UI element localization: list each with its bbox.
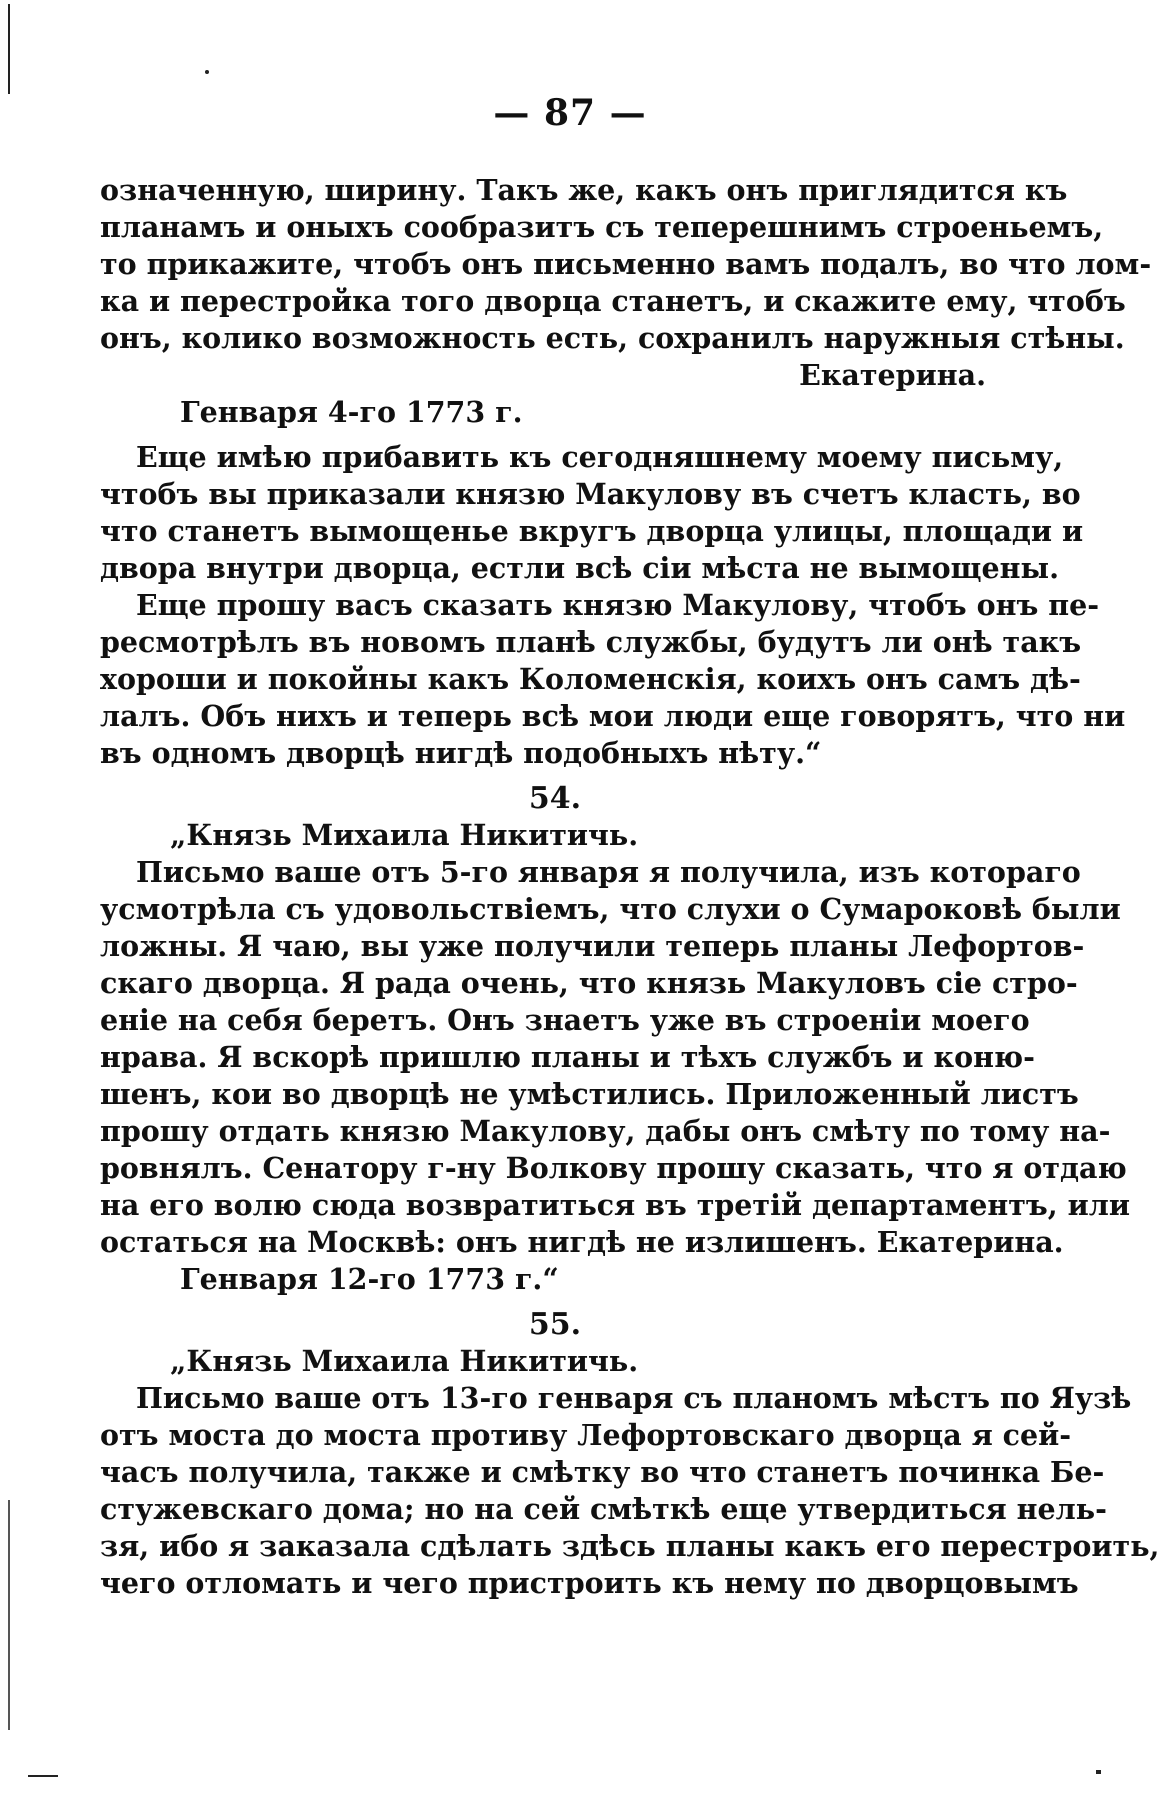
text-line: Еще имѣю прибавить къ сегодняшнему моему письму, xyxy=(136,440,1064,474)
text-line: лалъ. Объ нихъ и теперь всѣ мои люди еще говорятъ, что ни xyxy=(100,699,1126,733)
text-line: остаться на Москвѣ: онъ нигдѣ не излишенъ. Екатерина. xyxy=(100,1225,1064,1259)
text-line: планамъ и оныхъ сообразитъ съ теперешнимъ строеньемъ, xyxy=(100,210,1104,244)
text-line: усмотрѣла съ удовольствіемъ, что слухи о Сумароковѣ были xyxy=(100,892,1121,926)
text-line: ровнялъ. Сенатору г-ну Волкову прошу сказать, что я отдаю xyxy=(100,1151,1127,1185)
text-line: ресмотрѣлъ въ новомъ планѣ службы, будутъ ли онѣ такъ xyxy=(100,625,1082,659)
text-line: прошу отдать князю Макулову, дабы онъ смѣту по тому на- xyxy=(100,1114,1111,1148)
text-line: ка и перестройка того дворца станетъ, и скажите ему, чтобъ xyxy=(100,284,1126,318)
text-line: ложны. Я чаю, вы уже получили теперь планы Лефортов- xyxy=(100,929,1085,963)
text-line: чего отломать и чего пристроить къ нему по дворцовымъ xyxy=(100,1566,1079,1600)
text-line: нрава. Я вскорѣ пришлю планы и тѣхъ службъ и коню- xyxy=(100,1040,1035,1074)
text-line: то прикажите, чтобъ онъ письменно вамъ подалъ, во что лом- xyxy=(100,247,1152,281)
text-line: чтобъ вы приказали князю Макулову въ счетъ класть, во xyxy=(100,477,1081,511)
section-number: 55. xyxy=(528,1307,582,1342)
scan-edge-mark xyxy=(8,1500,10,1730)
date-line: Генваря 12-го 1773 г.“ xyxy=(180,1262,559,1296)
section-number: 54. xyxy=(528,781,582,816)
scan-speck xyxy=(1096,1770,1101,1774)
text-line: отъ моста до моста противу Лефортовскаго дворца я сей- xyxy=(100,1418,1072,1452)
text-line: Письмо ваше отъ 5-го января я получила, изъ котораго xyxy=(136,855,1081,889)
text-line: что станетъ вымощенье вкругъ дворца улицы, площади и xyxy=(100,514,1084,548)
salutation-line: „Князь Михаила Никитичь. xyxy=(170,1344,639,1378)
date-line: Генваря 4-го 1773 г. xyxy=(180,395,523,429)
text-line: часъ получила, также и смѣтку во что станетъ починка Бе- xyxy=(100,1455,1105,1489)
scan-edge-mark xyxy=(28,1775,58,1777)
text-line: двора внутри дворца, естли всѣ сіи мѣста не вымощены. xyxy=(100,551,1060,585)
body-text xyxy=(100,172,1159,1602)
text-line: Письмо ваше отъ 13-го генваря съ планомъ мѣстъ по Яузѣ xyxy=(136,1381,1132,1415)
text-line: еніе на себя беретъ. Онъ знаетъ уже въ строеніи моего xyxy=(100,1003,1030,1037)
text-line: Еще прошу васъ сказать князю Макулову, чтобъ онъ пе- xyxy=(136,588,1100,622)
page-number: — 87 — xyxy=(493,92,647,134)
salutation-line: „Князь Михаила Никитичь. xyxy=(170,818,639,852)
text-line: онъ, колико возможность есть, сохранилъ наружныя стѣны. xyxy=(100,321,1125,355)
text-line: зя, ибо я заказала сдѣлать здѣсь планы какъ его перестроить, xyxy=(100,1529,1159,1563)
text-line: означенную, ширину. Такъ же, какъ онъ приглядится къ xyxy=(100,173,1068,207)
text-line: хороши и покойны какъ Коломенскія, коихъ онъ самъ дѣ- xyxy=(100,662,1081,696)
text-line: шенъ, кои во дворцѣ не умѣстились. Приложенный листъ xyxy=(100,1077,1079,1111)
text-line: въ одномъ дворцѣ нигдѣ подобныхъ нѣту.“ xyxy=(100,736,822,770)
signature-line: Екатерина. xyxy=(799,358,986,392)
text-line: стужевскаго дома; но на сей смѣткѣ еще утвердиться нель- xyxy=(100,1492,1107,1526)
scan-speck xyxy=(205,70,209,74)
text-line: на его волю сюда возвратиться въ третій департаментъ, или xyxy=(100,1188,1130,1222)
scan-edge-mark xyxy=(8,4,10,94)
text-line: скаго дворца. Я рада очень, что князь Макуловъ сіе стро- xyxy=(100,966,1078,1000)
